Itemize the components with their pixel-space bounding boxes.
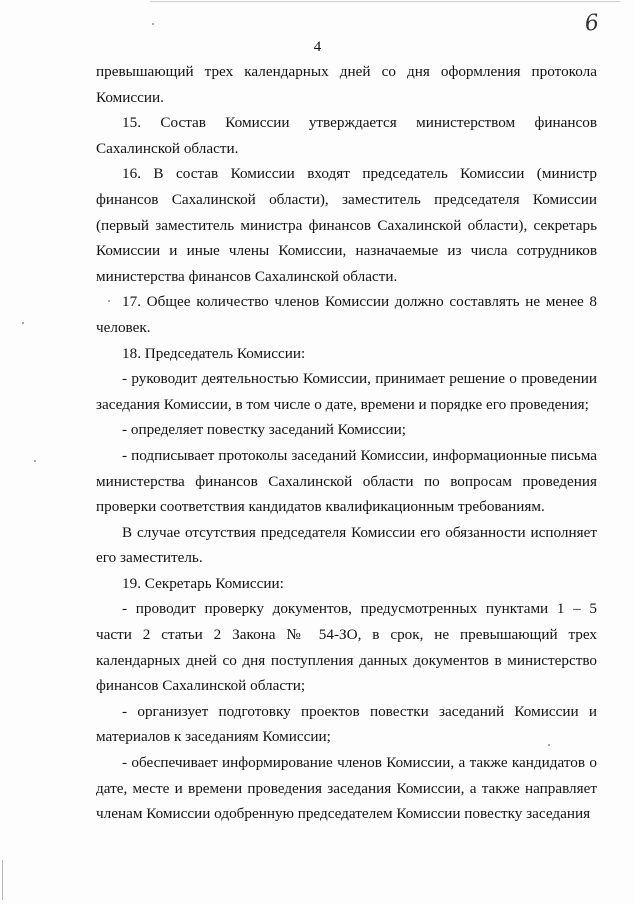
- handwritten-sheet-number: 6: [583, 10, 601, 37]
- paragraph-continuation: превышающий трех календарных дней со дня оформления протокола Комиссии.: [96, 63, 597, 106]
- page-number: 4: [313, 39, 322, 55]
- scan-edge-mark: [2, 860, 3, 900]
- paragraph-chair-duty-3: - подписывает протоколы заседаний Комиссии, информационные письма министерства финансов Сахалинской области по вопросам проведения проверки соответствия кандидатов квалификационным требованиям.: [96, 446, 597, 516]
- scan-edge-line: [150, 1, 620, 2]
- scan-speck: [34, 460, 36, 462]
- paragraph-item-16: 16. В состав Комиссии входят председатель Комиссии (министр финансов Сахалинской области), заместитель председателя Комиссии (первый заместитель министра финансов Сахалинской области), секретарь Комиссии и иные члены Комиссии, назначаемые из числа сотрудников министерства финансов Сахалинской области.: [96, 165, 597, 285]
- document-body: [96, 59, 597, 827]
- paragraph-secretary-duty-3: - обеспечивает информирование членов Комиссии, а также кандидатов о дате, месте и времени проведения заседания Комиссии, а также направляет членам Комиссии одобренную председателем Комиссии повестку заседания: [96, 754, 597, 823]
- paragraph-secretary-duty-1: - проводит проверку документов, предусмотренных пунктами 1 – 5 части 2 статьи 2 Закона № 54-ЗО, в срок, не превышающий трех календарных дней со дня поступления данных документов в министерство финансов Сахалинской области;: [96, 600, 597, 695]
- paragraph-item-15: 15. Состав Комиссии утверждается министерством финансов Сахалинской области.: [96, 114, 597, 157]
- paragraph-chair-duty-2: - определяет повестку заседаний Комиссии;: [122, 421, 407, 439]
- paragraph-item-17: 17. Общее количество членов Комиссии должно составлять не менее 8 человек.: [96, 293, 597, 336]
- paragraph-chair-duty-1: - руководит деятельностью Комиссии, принимает решение о проведении заседания Комиссии, в том числе о дате, времени и порядке его проведения;: [96, 370, 597, 413]
- paragraph-secretary-duty-2: - организует подготовку проектов повестки заседаний Комиссии и материалов к заседаниям Комиссии;: [96, 702, 597, 746]
- scan-speck: [22, 322, 24, 324]
- scan-speck: [152, 23, 154, 25]
- paragraph-item-18-heading: 18. Председатель Комиссии:: [122, 344, 306, 362]
- paragraph-chair-absence: В случае отсутствия председателя Комиссии его обязанности исполняет его заместитель.: [96, 523, 597, 567]
- paragraph-item-19-heading: 19. Секретарь Комиссии:: [122, 574, 284, 592]
